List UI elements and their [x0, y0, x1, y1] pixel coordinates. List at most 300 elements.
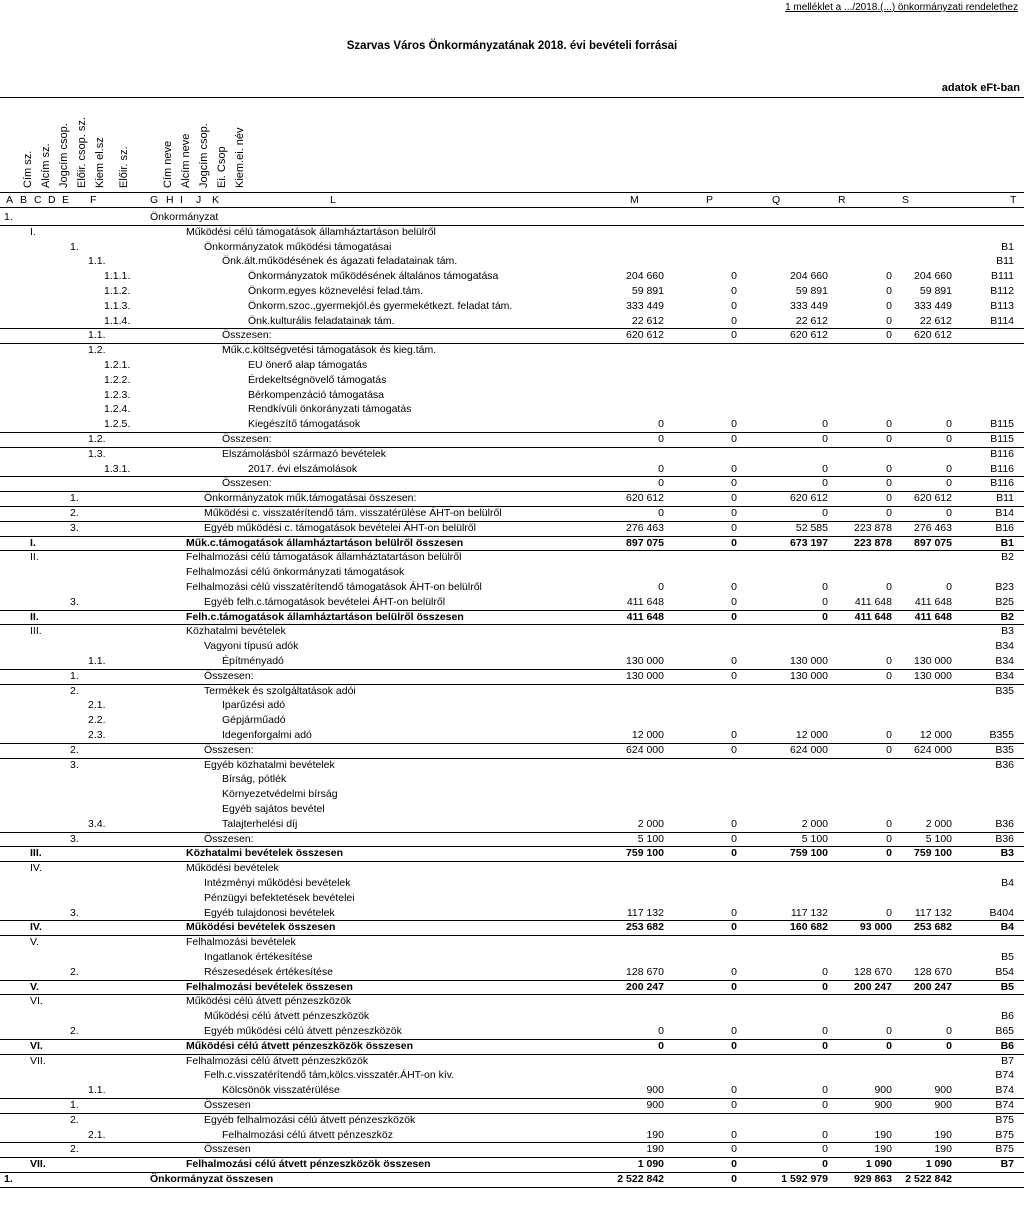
unit-label: adatok eFt-ban	[941, 82, 1020, 94]
row-name: Működési célú támogatások államháztartáson belülről	[186, 225, 436, 238]
value-s: 253 682	[914, 921, 952, 934]
row-code: 3.	[70, 595, 79, 608]
value-m: 900	[646, 1084, 664, 1097]
row-name: EU önerő alap támogatás	[248, 359, 368, 371]
row-code: 2.	[70, 684, 79, 697]
table-row	[0, 654, 1024, 670]
row-name: Működési célú átvett pénzeszközök	[186, 995, 352, 1008]
table-row	[0, 580, 1024, 595]
value-t: B7	[1000, 1158, 1014, 1171]
value-s: 2 000	[925, 817, 952, 830]
row-name: Közhatalmi bevételek összesen	[186, 847, 343, 860]
value-r: 929 863	[854, 1173, 892, 1185]
row-name: Részesedések értékesítése	[204, 965, 333, 978]
value-r: 0	[886, 832, 892, 845]
value-t: B11	[996, 492, 1014, 505]
value-p: 0	[731, 1025, 737, 1037]
table-row	[0, 906, 1024, 922]
table-row	[0, 269, 1024, 284]
row-name: Működési bevételek	[186, 862, 279, 875]
value-s: 0	[946, 462, 952, 475]
row-name: Felhalmozási bevételek összesen	[186, 980, 353, 993]
value-q: 0	[822, 965, 828, 978]
value-r: 93 000	[859, 921, 892, 934]
table-row	[0, 1128, 1024, 1144]
value-t: B74	[995, 1084, 1014, 1097]
value-q: 0	[822, 507, 828, 519]
row-name: Felhalmozási célú átvett pénzeszköz	[222, 1128, 393, 1141]
value-m: 200 247	[626, 980, 664, 993]
value-r: 223 878	[854, 536, 892, 549]
value-t: B36	[995, 758, 1014, 771]
value-t: B34	[995, 640, 1014, 653]
value-s: 333 449	[914, 299, 952, 312]
value-s: 5 100	[925, 832, 952, 845]
value-t: B36	[995, 832, 1014, 845]
vertical-header: Kiem el.sz	[94, 137, 106, 188]
row-code: 1.3.	[88, 447, 106, 460]
value-r: 0	[886, 847, 892, 860]
value-m: 2 000	[637, 817, 664, 830]
value-t: B111	[991, 270, 1014, 283]
value-r: 0	[886, 418, 892, 431]
value-t: B4	[1001, 877, 1014, 889]
value-t: B404	[989, 906, 1014, 919]
value-p: 0	[731, 329, 737, 342]
table-row	[0, 994, 1024, 1009]
table-row	[0, 1039, 1024, 1055]
value-q: 0	[822, 1158, 828, 1171]
value-t: B115	[990, 433, 1014, 445]
row-code: 1.1.2.	[104, 285, 131, 297]
value-r: 0	[886, 492, 892, 505]
row-code: 1.1.3.	[104, 299, 131, 312]
row-name: Pénzügyi befektetések bevételei	[204, 891, 355, 904]
row-code: II.	[30, 610, 39, 623]
value-m: 190	[646, 1143, 664, 1156]
value-p: 0	[731, 433, 737, 445]
table-row	[0, 284, 1024, 299]
value-t: B5	[1000, 980, 1014, 993]
value-m: 22 612	[631, 314, 664, 327]
row-name: Egyéb tulajdonosi bevételek	[204, 906, 335, 919]
row-name: Környezetvédelmi bírság	[222, 788, 338, 801]
value-q: 0	[822, 581, 828, 593]
table-row	[0, 373, 1024, 388]
value-p: 0	[731, 595, 737, 608]
row-code: 2.	[70, 507, 79, 519]
row-code: 2.	[70, 1143, 79, 1156]
column-letter: Q	[772, 194, 781, 206]
row-code: 1.	[4, 211, 13, 223]
value-s: 624 000	[914, 743, 952, 756]
column-letter: K	[212, 194, 220, 206]
row-name: Felhalmozási célú önkormányzati támogatások	[186, 566, 405, 579]
table-row	[0, 758, 1024, 773]
column-letter: I	[180, 194, 183, 206]
row-code: 2.2.	[88, 714, 106, 727]
page-title: Szarvas Város Önkormányzatának 2018. évi bevételi forrásai	[346, 40, 678, 52]
value-q: 0	[822, 595, 828, 608]
value-s: 620 612	[914, 492, 952, 505]
row-name: 2017. évi elszámolások	[248, 462, 358, 475]
row-name: Építményadó	[222, 655, 284, 667]
value-r: 900	[874, 1084, 892, 1097]
row-code: VI.	[30, 995, 43, 1008]
table-row	[0, 299, 1024, 314]
value-m: 1 090	[637, 1158, 664, 1171]
value-m: 624 000	[626, 743, 664, 756]
value-s: 130 000	[914, 655, 952, 667]
value-p: 0	[731, 1173, 737, 1185]
value-p: 0	[731, 521, 737, 534]
value-s: 0	[946, 507, 952, 519]
value-q: 130 000	[790, 669, 828, 682]
value-q: 0	[822, 1039, 828, 1052]
value-t: B116	[990, 477, 1014, 490]
row-code: 3.	[70, 906, 79, 919]
value-s: 130 000	[914, 669, 952, 682]
row-name: Rendkívüli önkorányzati támogatás	[248, 403, 412, 416]
value-t: B6	[1000, 1039, 1014, 1052]
value-m: 0	[658, 1039, 664, 1052]
value-s: 0	[946, 477, 952, 490]
value-m: 12 000	[631, 729, 664, 741]
value-p: 0	[731, 492, 737, 505]
table-row	[0, 876, 1024, 891]
value-p: 0	[731, 906, 737, 919]
row-code: 1.2.4.	[104, 403, 131, 416]
value-t: B74	[995, 1099, 1014, 1111]
row-name: Bírság, pótlék	[222, 773, 287, 786]
table-row	[0, 935, 1024, 950]
value-p: 0	[731, 743, 737, 756]
value-t: B7	[1001, 1054, 1014, 1067]
value-t: B25	[995, 595, 1014, 608]
value-m: 204 660	[626, 270, 664, 283]
table-row	[0, 595, 1024, 611]
value-s: 22 612	[919, 314, 952, 327]
column-letter: J	[196, 194, 202, 206]
vertical-header: Jogcím csop.	[58, 123, 70, 188]
value-s: 12 000	[919, 729, 952, 741]
value-t: B16	[995, 521, 1014, 534]
value-m: 0	[658, 1025, 664, 1037]
value-q: 624 000	[790, 743, 828, 756]
table-row	[0, 462, 1024, 478]
row-code: VII.	[30, 1158, 46, 1171]
row-name: Összesen:	[222, 329, 272, 342]
value-m: 190	[646, 1128, 664, 1141]
value-t: B116	[990, 462, 1014, 475]
value-p: 0	[731, 817, 737, 830]
value-m: 411 648	[626, 595, 664, 608]
row-code: 1.1.	[88, 255, 106, 268]
table-row	[0, 846, 1024, 862]
table-row	[0, 787, 1024, 802]
value-m: 411 648	[626, 610, 664, 623]
value-s: 0	[946, 581, 952, 593]
column-letter: M	[630, 194, 639, 206]
value-t: B2	[1000, 610, 1014, 623]
column-letter: G	[150, 194, 159, 206]
value-m: 276 463	[626, 521, 664, 534]
row-code: 1.2.3.	[104, 388, 131, 401]
value-s: 0	[946, 1039, 952, 1052]
value-s: 117 132	[914, 906, 952, 919]
value-r: 0	[886, 285, 892, 297]
value-t: B54	[995, 965, 1014, 978]
row-code: III.	[30, 847, 42, 860]
row-name: Felhalmozási célú visszatérítendő támogatások ÁHT-on belülről	[186, 581, 482, 593]
value-r: 128 670	[854, 965, 892, 978]
value-r: 0	[886, 581, 892, 593]
value-s: 190	[934, 1128, 952, 1141]
table-row	[0, 684, 1024, 699]
value-r: 0	[886, 1039, 892, 1052]
row-name: Közhatalmi bevételek	[186, 625, 286, 638]
value-q: 0	[822, 1143, 828, 1156]
row-name: Összesen:	[204, 669, 254, 682]
value-p: 0	[731, 1099, 737, 1111]
row-code: III.	[30, 625, 42, 638]
value-m: 897 075	[626, 536, 664, 549]
row-name: Iparűzési adó	[222, 699, 286, 712]
table-row	[0, 832, 1024, 848]
value-t: B74	[995, 1069, 1014, 1082]
vertical-header: Ei. Csop	[216, 146, 228, 188]
value-q: 620 612	[790, 492, 828, 505]
value-r: 0	[886, 433, 892, 445]
value-p: 0	[731, 832, 737, 845]
row-name: Intézményi működési bevételek	[204, 877, 351, 889]
value-q: 0	[822, 477, 828, 490]
value-q: 2 000	[801, 817, 828, 830]
value-q: 59 891	[795, 285, 828, 297]
header-top-rule	[0, 97, 1024, 98]
row-code: IV.	[30, 862, 42, 875]
value-r: 0	[886, 477, 892, 490]
value-p: 0	[731, 462, 737, 475]
value-m: 253 682	[626, 921, 664, 934]
value-t: B35	[995, 684, 1014, 697]
row-code: 1.3.1.	[104, 462, 131, 475]
row-code: 1.	[70, 669, 79, 682]
value-r: 900	[874, 1099, 892, 1111]
table-row	[0, 891, 1024, 906]
row-code: 1.1.4.	[104, 314, 131, 327]
value-m: 620 612	[626, 492, 664, 505]
value-p: 0	[731, 1128, 737, 1141]
row-name: Önkormányzatok műk.támogatásai összesen:	[204, 492, 417, 505]
value-p: 0	[731, 965, 737, 978]
value-m: 0	[658, 581, 664, 593]
value-t: B112	[990, 285, 1014, 297]
vertical-header: Jogcím csop.	[198, 123, 210, 188]
column-letter: P	[706, 194, 714, 206]
value-p: 0	[731, 610, 737, 623]
table-row	[0, 314, 1024, 330]
vertical-header: Alcím sz.	[40, 143, 52, 188]
value-p: 0	[731, 477, 737, 490]
row-name: Ingatlanok értékesítése	[204, 951, 313, 963]
value-t: B65	[995, 1025, 1014, 1037]
row-name: Elszámolásból származó bevételek	[222, 447, 386, 460]
column-letter: R	[838, 194, 846, 206]
row-name: Működési bevételek összesen	[186, 921, 336, 934]
value-m: 59 891	[631, 285, 664, 297]
table-row	[0, 388, 1024, 403]
row-name: Felhalmozási bevételek	[186, 936, 296, 949]
value-t: B34	[995, 669, 1014, 682]
value-r: 0	[886, 462, 892, 475]
table-row	[0, 447, 1024, 462]
value-s: 900	[934, 1084, 952, 1097]
row-name: Működési célú átvett pénzeszközök	[204, 1010, 370, 1023]
row-code: 2.3.	[88, 729, 106, 741]
value-r: 0	[886, 270, 892, 283]
row-code: 1.1.	[88, 1084, 106, 1097]
value-s: 128 670	[914, 965, 952, 978]
value-q: 0	[822, 980, 828, 993]
row-name: Kiegészítő támogatások	[248, 418, 361, 431]
value-q: 117 132	[790, 906, 828, 919]
value-r: 223 878	[854, 521, 892, 534]
value-m: 0	[658, 433, 664, 445]
table-row	[0, 861, 1024, 876]
value-q: 0	[822, 1128, 828, 1141]
row-name: Kölcsönök visszatérülése	[222, 1084, 340, 1097]
value-t: B2	[1001, 551, 1014, 564]
value-p: 0	[731, 980, 737, 993]
value-m: 759 100	[626, 847, 664, 860]
value-t: B116	[990, 447, 1014, 460]
table-row	[0, 1068, 1024, 1083]
table-row	[0, 402, 1024, 417]
row-name: Termékek és szolgáltatások adói	[204, 684, 356, 697]
row-name: Felhalmozási célú átvett pénzeszközök	[186, 1054, 369, 1067]
value-r: 0	[886, 655, 892, 667]
row-name: Önkorm.szoc.,gyermekjól.és gyermekétkezt. feladat tám.	[248, 299, 513, 312]
value-q: 0	[822, 1099, 828, 1111]
value-p: 0	[731, 921, 737, 934]
row-code: VII.	[30, 1054, 46, 1067]
top-note: 1 melléklet a .../2018.(...) önkormányzati rendelethez	[785, 2, 1018, 13]
table-row	[0, 1157, 1024, 1173]
table-row	[0, 1009, 1024, 1024]
row-name: Összesen:	[204, 832, 254, 845]
value-p: 0	[731, 536, 737, 549]
row-code: 2.	[70, 1113, 79, 1126]
table-row	[0, 1054, 1024, 1069]
value-p: 0	[731, 669, 737, 682]
value-t: B6	[1001, 1010, 1014, 1023]
value-p: 0	[731, 1143, 737, 1156]
column-letter: B	[20, 194, 28, 206]
value-r: 0	[886, 1025, 892, 1037]
value-r: 0	[886, 329, 892, 342]
value-q: 0	[822, 1084, 828, 1097]
value-p: 0	[731, 1084, 737, 1097]
vertical-header: Kiem.ei. név	[234, 127, 246, 188]
value-s: 0	[946, 1025, 952, 1037]
table-row	[0, 343, 1024, 358]
value-q: 1 592 979	[781, 1173, 828, 1185]
value-p: 0	[731, 581, 737, 593]
row-code: 1.	[70, 1099, 79, 1111]
table-row	[0, 1113, 1024, 1128]
value-s: 411 648	[914, 610, 952, 623]
value-s: 1 090	[925, 1158, 952, 1171]
vertical-header: Cím neve	[162, 140, 174, 188]
value-p: 0	[731, 270, 737, 283]
value-q: 759 100	[790, 847, 828, 860]
table-row	[0, 1142, 1024, 1158]
row-name: Önkormányzatok működésének általános támogatása	[248, 270, 499, 283]
value-t: B75	[995, 1113, 1014, 1126]
value-r: 0	[886, 906, 892, 919]
row-code: 3.	[70, 521, 79, 534]
table-row	[0, 728, 1024, 744]
table-row	[0, 965, 1024, 981]
letters-bottom-rule	[0, 207, 1024, 208]
table-row	[0, 210, 1024, 226]
table-row	[0, 358, 1024, 373]
row-code: 1.2.2.	[104, 373, 131, 386]
value-t: B115	[990, 418, 1014, 431]
value-q: 0	[822, 418, 828, 431]
value-t: B355	[989, 729, 1014, 741]
table-row	[0, 950, 1024, 965]
row-name: Működési célú átvett pénzeszközök összesen	[186, 1039, 413, 1052]
vertical-header: Cím sz.	[22, 150, 34, 188]
value-p: 0	[731, 418, 737, 431]
table-row	[0, 624, 1024, 639]
value-p: 0	[731, 285, 737, 297]
value-r: 0	[886, 669, 892, 682]
value-s: 276 463	[914, 521, 952, 534]
row-code: 1.2.	[88, 344, 106, 357]
value-q: 0	[822, 433, 828, 445]
value-m: 0	[658, 507, 664, 519]
column-letter: H	[166, 194, 174, 206]
value-m: 0	[658, 477, 664, 490]
row-code: 1.1.1.	[104, 270, 131, 283]
row-name: Önk.ált.működésének és ágazati feladatainak tám.	[222, 255, 458, 268]
value-r: 0	[886, 314, 892, 327]
value-s: 2 522 842	[905, 1173, 952, 1185]
value-t: B14	[995, 507, 1014, 519]
row-code: 1.	[70, 492, 79, 505]
value-s: 0	[946, 418, 952, 431]
table-row	[0, 920, 1024, 936]
row-code: 1.	[4, 1173, 13, 1185]
column-letter: T	[1010, 194, 1017, 206]
value-s: 759 100	[914, 847, 952, 860]
row-name: Felhalmozási célú átvett pénzeszközök összesen	[186, 1158, 431, 1171]
row-code: IV.	[30, 921, 42, 934]
value-s: 0	[946, 433, 952, 445]
value-m: 900	[646, 1099, 664, 1111]
value-t: B4	[1000, 921, 1014, 934]
value-r: 200 247	[854, 980, 892, 993]
value-t: B114	[990, 314, 1014, 327]
value-r: 190	[874, 1128, 892, 1141]
table-row	[0, 802, 1024, 817]
table-row	[0, 1172, 1024, 1188]
table-row	[0, 610, 1024, 626]
row-name: Önkormányzatok működési támogatásai	[204, 240, 392, 253]
